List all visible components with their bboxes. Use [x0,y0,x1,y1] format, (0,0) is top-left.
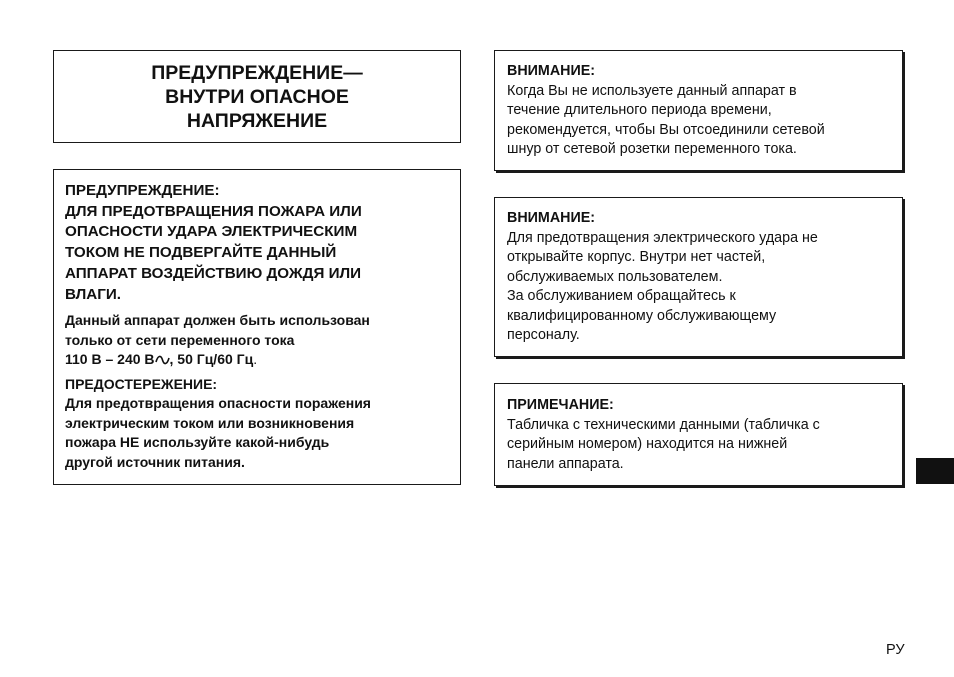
caution-text-line: обслуживаемых пользователем. [507,268,723,285]
do-not-open-caution-box [494,197,903,357]
caution-text-line: персоналу. [507,327,580,343]
caution-line: другой источник питания. [65,453,245,470]
note-heading: ПРИМЕЧАНИЕ: [507,397,614,413]
caution-text-line: За обслуживанием обращайтесь к [507,288,736,304]
caution-heading: ВНИМАНИЕ: [507,210,596,226]
caution-text-line: течение длительного периода времени, [507,102,772,118]
caution-text-line: шнур от сетевой розетки переменного тока. [507,141,797,157]
caution-text-line: Когда Вы не используете данный аппарат в [507,82,797,99]
unplug-caution-box [494,50,903,171]
caution-line: пожара НЕ используйте какой-нибудь [65,434,330,451]
power-spec-frequency: , 50 Гц/60 Гц [169,351,254,368]
note-text-line: серийным номером) находится на нижней [507,436,788,452]
ac-wave-icon [155,354,170,366]
warning-heading-line: ОПАСНОСТИ УДАРА ЭЛЕКТРИЧЕСКИМ [65,223,358,241]
note-text-line: панели аппарата. [507,455,624,472]
warning-heading-line: АППАРАТ ВОЗДЕЙСТВИЮ ДОЖДЯ ИЛИ [65,264,362,282]
page-language-label: РУ [886,642,905,658]
caution-line: электрическим током или возникновения [65,414,355,431]
note-text-line: Табличка с техническими данными (табличка с [507,416,820,433]
caution-line: Для предотвращения опасности поражения [65,395,371,412]
warning-heading-line: ТОКОМ НЕ ПОДВЕРГАЙТЕ ДАННЫЙ [65,244,337,262]
title-line: ВНУТРИ ОПАСНОЕ [165,85,349,108]
title-line: ПРЕДУПРЕЖДЕНИЕ— [151,61,363,84]
warning-heading-line: ДЛЯ ПРЕДОТВРАЩЕНИЯ ПОЖАРА ИЛИ [65,202,362,220]
warning-heading-line: ПРЕДУПРЕЖДЕНИЕ: [65,182,220,199]
caution-text-line: открывайте корпус. Внутри нет частей, [507,249,766,265]
fire-shock-warning-box [53,169,461,485]
power-spec-line [65,350,450,370]
warning-heading-line: ВЛАГИ. [65,285,121,303]
rating-plate-note-box [494,383,903,486]
caution-text-line: рекомендуется, чтобы Вы отсоединили сетевой [507,121,825,138]
power-spec-voltage: 110 В – 240 В [65,351,155,368]
power-spec-period: . [253,351,258,368]
language-section-tab [916,458,954,484]
caution-text-line: Для предотвращения электрического удара не [507,229,818,246]
caution-text-line: квалифицированному обслуживающему [507,307,777,324]
caution-heading: ВНИМАНИЕ: [507,63,596,79]
voltage-warning-title-box [53,50,461,143]
caution-line: ПРЕДОСТЕРЕЖЕНИЕ: [65,375,218,392]
title-line: НАПРЯЖЕНИЕ [186,109,328,132]
power-requirement-line: только от сети переменного тока [65,331,295,348]
power-requirement-line: Данный аппарат должен быть использован [65,312,370,329]
